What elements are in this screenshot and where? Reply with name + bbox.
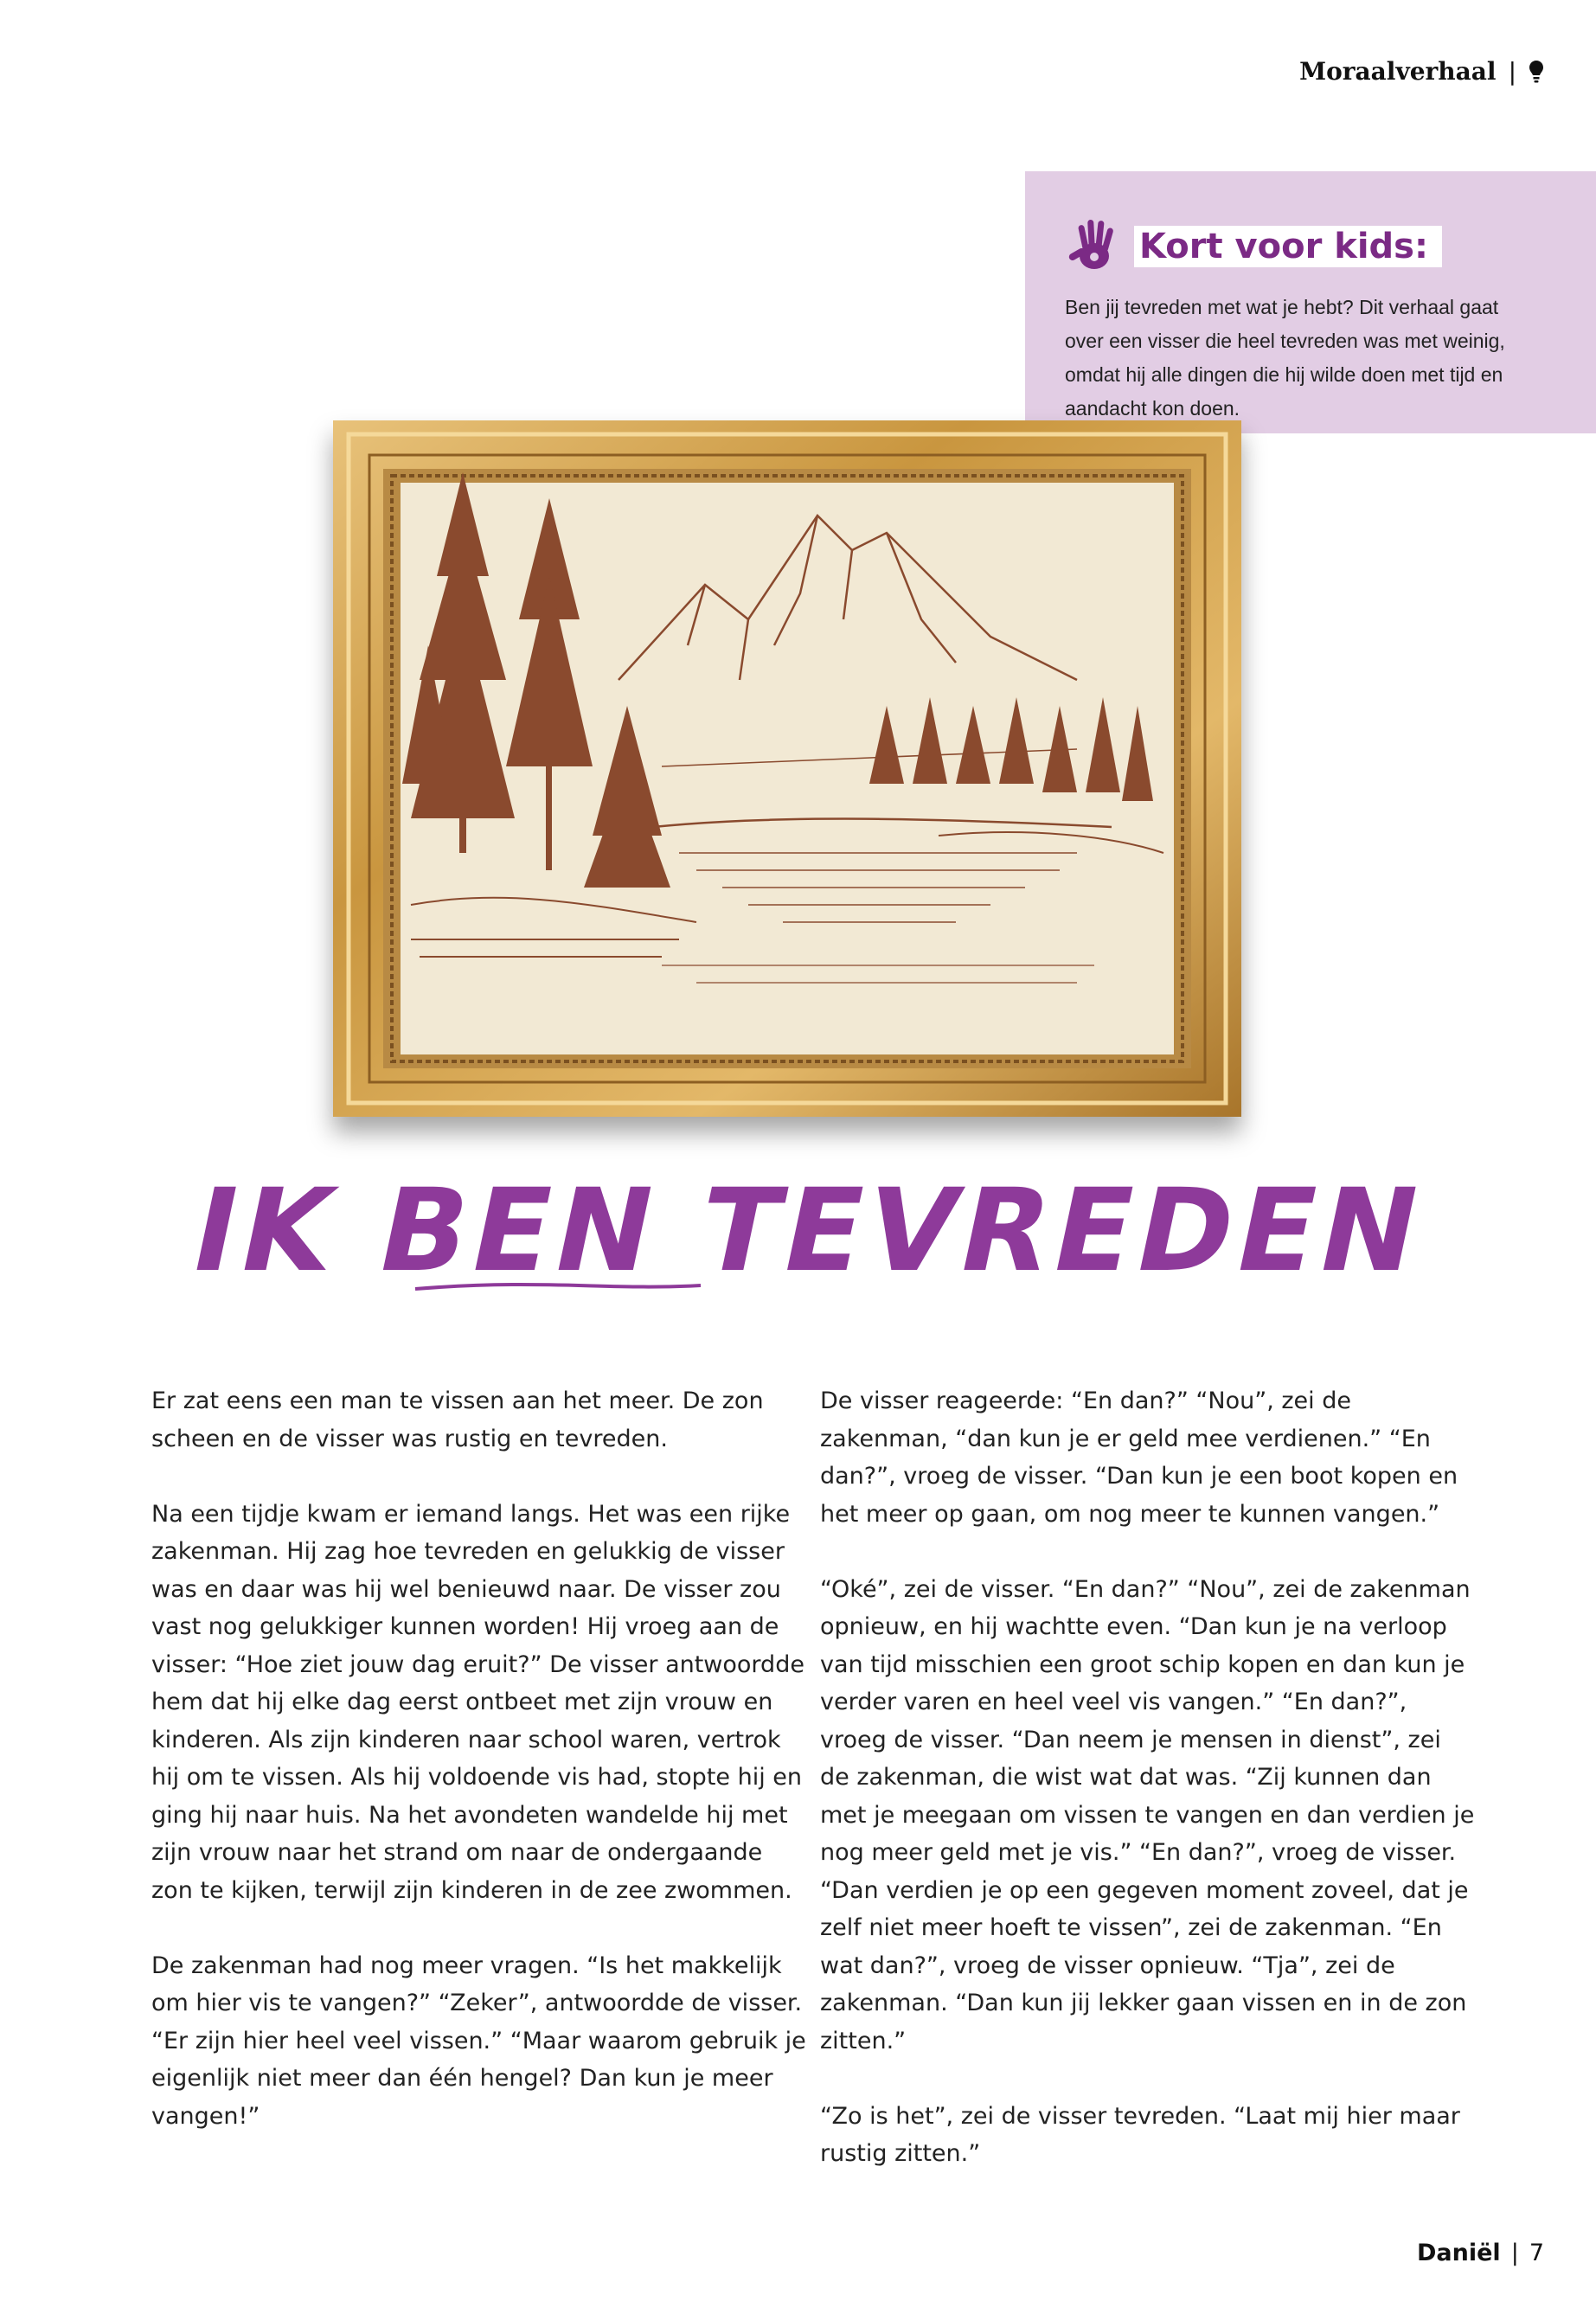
story-title: [180, 1159, 1437, 1315]
kids-box-heading: [1065, 216, 1561, 277]
kids-box-line: omdat hij alle dingen die hij wilde doen met tijd en: [1065, 363, 1503, 386]
mountain-lake-sketch: [333, 420, 1241, 1117]
paragraph: De visser reageerde: “En dan?” “Nou”, zei de zakenman, “dan kun je er geld mee verdienen.” “En dan?”, vroeg de visser. “Dan kun je een boot kopen en het meer op gaan, om nog meer te kunnen vangen.”: [820, 1388, 1458, 1528]
kids-box-line: Ben jij tevreden met wat je hebt? Dit verhaal gaat: [1065, 296, 1499, 318]
magazine-name: Daniël: [1417, 2240, 1501, 2266]
handprint-icon: [1065, 216, 1125, 277]
kids-box-title: Kort voor kids:: [1134, 226, 1442, 267]
footer-separator: |: [1510, 2240, 1519, 2266]
page-number: 7: [1529, 2240, 1544, 2266]
paragraph: “Oké”, zei de visser. “En dan?” “Nou”, zei de zakenman opnieuw, en hij wachtte even. “Dan kun je na verloop van tijd misschien een groot schip kopen en dan kun je verder varen en heel veel vis vangen.” “En dan?”, vroeg de visser. “Dan neem je mensen in dienst”, zei de zakenman, die wist wat dat was. “Zij kunnen dan met je meegaan om vissen te vangen en dan verdien je nog meer geld met je vis.” “En dan?”, vroeg de visser. “Dan verdien je op een gegeven moment zoveel, dat je zelf niet meer hoeft te vissen”, zei de zakenman. “En wat dan?”, vroeg de visser opnieuw. “Tja”, zei de zakenman. “Dan kun jij lekker gaan vissen en in de zon zitten.”: [820, 1575, 1475, 2054]
paragraph: Er zat eens een man te vissen aan het meer. De zon scheen en de visser was rustig en tevreden.: [151, 1388, 764, 1452]
paragraph: Na een tijdje kwam er iemand langs. Het was een rijke zakenman. Hij zag hoe tevreden en gelukkig de visser was en daar was hij wel benieuwd naar. De visser zou vast nog gelukkiger kunnen worden! Hij vroeg aan de visser: “Hoe ziet jouw dag eruit?” De visser antwoordde hem dat hij elke dag eerst ontbeet met zijn vrouw en kinderen. Als zijn kinderen naar school waren, vertrok hij om te vissen. Als hij voldoende vis had, stopte hij en ging hij naar huis. Na het avondeten wandelde hij met zijn vrouw naar het strand om naar de ondergaande zon te kijken, terwijl zijn kinderen in de zee zwommen.: [151, 1500, 804, 1904]
paragraph: De zakenman had nog meer vragen. “Is het makkelijk om hier vis te vangen?” “Zeker”, antwoordde de visser. “Er zijn hier heel veel vissen.” “Maar waarom gebruik je eigenlijk niet meer dan één hengel? Dan kun je meer vangen!”: [151, 1952, 806, 2130]
story-column-right: [820, 1382, 1477, 2210]
page-footer: [1417, 2240, 1544, 2266]
paragraph: “Zo is het”, zei de visser tevreden. “Laat mij hier maar rustig zitten.”: [820, 2102, 1460, 2167]
kids-box-line: over een visser die heel tevreden was met weinig,: [1065, 330, 1505, 352]
kids-summary-box: [1025, 171, 1596, 433]
framed-illustration: [333, 420, 1241, 1117]
story-title-label: IK BEN TEVREDEN: [180, 1164, 1437, 1298]
page-header: [1299, 57, 1544, 86]
header-separator: |: [1508, 57, 1516, 86]
lightbulb-icon: [1529, 60, 1544, 84]
kids-box-text: [1065, 291, 1561, 426]
section-label: Moraalverhaal: [1299, 57, 1497, 86]
story-column-left: [151, 1382, 809, 2173]
story-title-text: [180, 1159, 1437, 1315]
kids-box-line: aandacht kon doen.: [1065, 397, 1240, 420]
